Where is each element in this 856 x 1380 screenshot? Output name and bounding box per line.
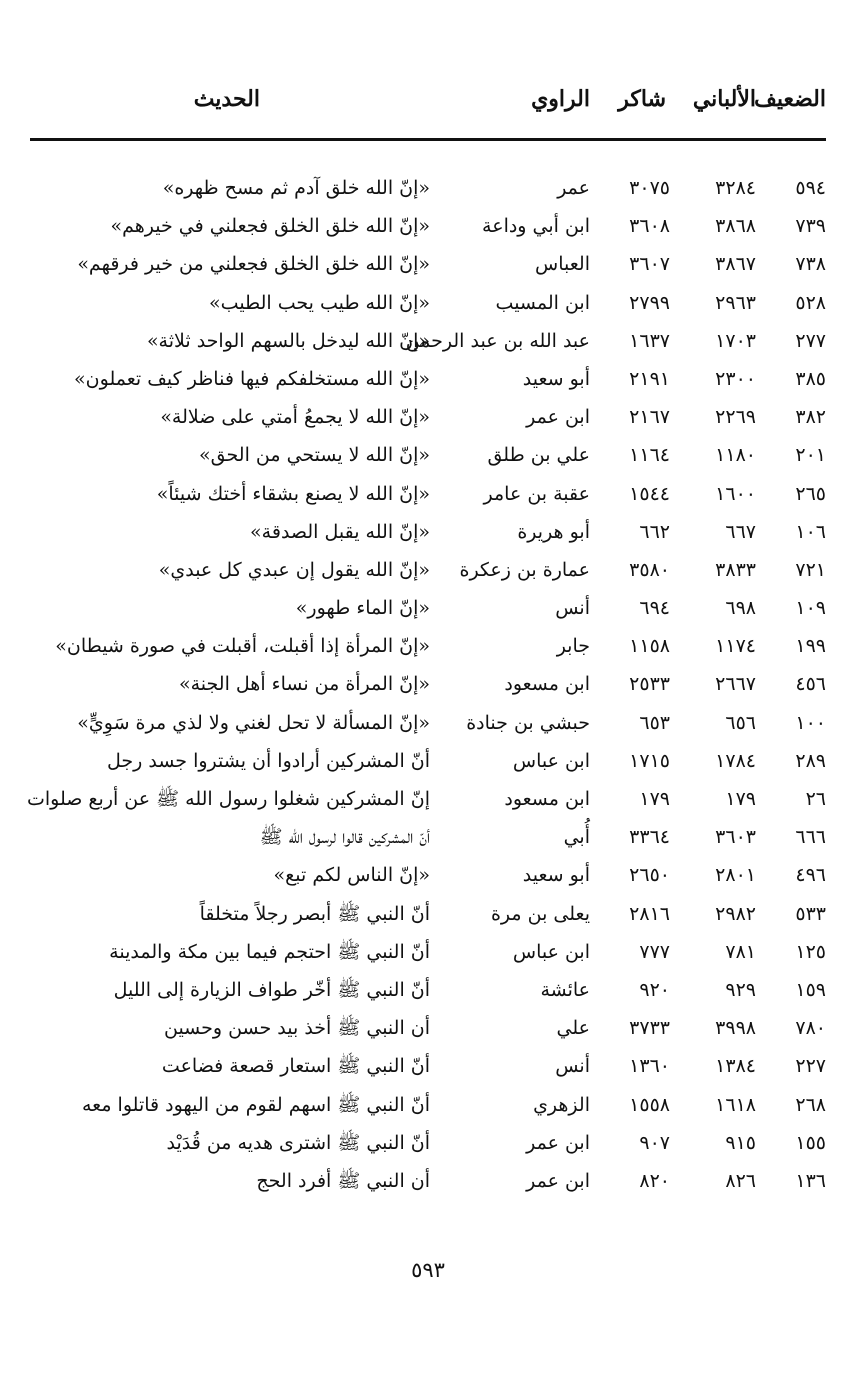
cell-hadith: «إنّ الله خلق آدم ثم مسح ظهره» — [162, 177, 430, 199]
cell-shakir: ٦٩٤ — [639, 597, 670, 620]
cell-rawi: العباس — [535, 253, 590, 276]
table-row — [0, 705, 856, 743]
cell-albani: ٣٨٦٨ — [715, 215, 756, 238]
cell-shakir: ٢١٦٧ — [629, 406, 670, 429]
cell-shakir: ٨٢٠ — [639, 1169, 670, 1192]
cell-daif: ١٥٩ — [795, 978, 826, 1001]
cell-daif: ٢٦٨ — [795, 1093, 826, 1116]
cell-rawi: أبو سعيد — [522, 367, 590, 390]
cell-shakir: ٣٦٠٨ — [629, 215, 670, 238]
cell-rawi: يعلى بن مرة — [490, 902, 590, 925]
cell-albani: ٧٨١ — [725, 940, 756, 963]
cell-hadith: «إنّ الله طيب يحب الطيب» — [209, 291, 430, 314]
cell-hadith: أنّ النبي ﷺ أخّر طواف الزيارة إلى الليل — [113, 978, 430, 1001]
cell-shakir: ٦٦٢ — [639, 520, 670, 543]
cell-hadith: «إنّ الله خلق الخلق فجعلني من خير فرقهم» — [77, 253, 430, 276]
cell-daif: ٢٨٩ — [795, 749, 826, 772]
cell-albani: ١٧٩ — [725, 788, 756, 810]
cell-daif: ١٢٥ — [795, 940, 826, 963]
cell-daif: ١٠٩ — [795, 597, 826, 620]
cell-daif: ٢٢٧ — [795, 1055, 826, 1078]
cell-rawi: ابن المسيب — [495, 291, 590, 314]
cell-hadith: أنّ النبي ﷺ أبصر رجلاً متخلقاً — [199, 902, 430, 925]
cell-hadith: «إنّ الله خلق الخلق فجعلني في خيرهم» — [110, 215, 430, 238]
cell-rawi: ابن أبي وداعة — [482, 215, 590, 238]
cell-daif: ١٣٦ — [795, 1169, 826, 1192]
table-row — [0, 208, 856, 246]
table-row — [0, 1163, 856, 1201]
cell-hadith: «إنّ المرأة إذا أقبلت، أقبلت في صورة شيطان» — [55, 635, 430, 658]
cell-daif: ٢٧٧ — [795, 329, 826, 352]
cell-shakir: ١١٦٤ — [629, 444, 670, 467]
table-row — [0, 514, 856, 552]
table-row — [0, 934, 856, 972]
cell-hadith: «إنّ الله ليدخل بالسهم الواحد ثلاثة» — [146, 329, 430, 352]
table-header — [30, 86, 826, 128]
cell-shakir: ٣٧٣٣ — [629, 1017, 670, 1040]
cell-hadith: أنّ النبي ﷺ استعار قصعة فضاعت — [161, 1055, 430, 1078]
cell-albani: ٣٨٣٣ — [715, 558, 756, 581]
table-row — [0, 590, 856, 628]
header-rawi: الراوي — [531, 86, 590, 112]
cell-daif: ٤٩٦ — [795, 864, 826, 887]
cell-albani: ٩٢٩ — [725, 978, 756, 1001]
cell-shakir: ٦٥٣ — [639, 711, 670, 734]
table-row — [0, 399, 856, 437]
table-row — [0, 896, 856, 934]
cell-hadith: «إنّ الله يقول إن عبدي كل عبدي» — [158, 558, 430, 581]
cell-hadith: أنّ النبي ﷺ احتجم فيما بين مكة والمدينة — [109, 940, 430, 963]
cell-hadith: «إنّ الله يقبل الصدقة» — [250, 520, 430, 543]
cell-shakir: ٣٥٨٠ — [629, 558, 670, 581]
cell-shakir: ٢٧٩٩ — [629, 291, 670, 314]
cell-albani: ٣٨٦٧ — [715, 253, 756, 276]
cell-rawi: أنس — [555, 597, 590, 620]
cell-shakir: ٩٢٠ — [639, 978, 670, 1001]
cell-albani: ٦٥٦ — [725, 711, 756, 734]
table-row — [0, 1048, 856, 1086]
cell-hadith: أن النبي ﷺ أفرد الحج — [256, 1169, 430, 1192]
cell-daif: ١٩٩ — [795, 635, 826, 658]
cell-daif: ٢٠١ — [795, 444, 826, 467]
cell-rawi: عبد الله بن عبد الرحمن — [405, 329, 590, 352]
cell-hadith: «إنّ الله لا يجمعُ أمتي على ضلالة» — [160, 406, 430, 429]
cell-daif: ٥٩٤ — [795, 177, 826, 199]
cell-rawi: عمارة بن زعكرة — [459, 558, 590, 581]
page-number: ٥٩٣ — [411, 1258, 445, 1282]
cell-albani: ١١٧٤ — [715, 635, 756, 658]
table-row — [0, 819, 856, 857]
cell-albani: ٨٢٦ — [725, 1169, 756, 1192]
cell-shakir: ١٧٩ — [639, 788, 670, 810]
cell-albani: ١٧٨٤ — [715, 749, 756, 772]
cell-rawi: ابن عباس — [512, 940, 590, 963]
cell-albani: ٢٢٦٩ — [715, 406, 756, 429]
cell-hadith: «إنّ الناس لكم تبع» — [273, 864, 430, 887]
table-row — [0, 285, 856, 323]
cell-daif: ٣٨٢ — [795, 406, 826, 429]
cell-shakir: ٩٠٧ — [639, 1131, 670, 1154]
cell-albani: ١٣٨٤ — [715, 1055, 756, 1078]
cell-shakir: ٢٦٥٠ — [629, 864, 670, 887]
table-row — [0, 1125, 856, 1163]
cell-hadith: «إنّ المسألة لا تحل لغني ولا لذي مرة سَوِيٍّ» — [77, 711, 430, 734]
cell-daif: ١٠٦ — [795, 520, 826, 543]
cell-shakir: ١٦٣٧ — [629, 329, 670, 352]
cell-daif: ٧٣٩ — [795, 215, 826, 238]
table-row — [0, 170, 856, 208]
cell-hadith: «إنّ الله لا يصنع بشقاء أختك شيئاً» — [156, 482, 430, 505]
cell-daif: ٧٢١ — [795, 558, 826, 581]
cell-albani: ٣٩٩٨ — [715, 1017, 756, 1040]
cell-hadith: «إنّ الله لا يستحي من الحق» — [199, 444, 430, 467]
cell-hadith: أنّ المشركين قالوا لرسول الله ﷺ — [259, 826, 430, 849]
cell-shakir: ١٥٤٤ — [629, 482, 670, 505]
cell-albani: ٢٩٨٢ — [715, 902, 756, 925]
table-row — [0, 552, 856, 590]
cell-albani: ٢٦٦٧ — [715, 673, 756, 696]
cell-daif: ٧٣٨ — [795, 253, 826, 276]
cell-albani: ٢٣٠٠ — [715, 367, 756, 390]
cell-albani: ١١٨٠ — [715, 444, 756, 467]
table-row — [0, 628, 856, 666]
cell-daif: ٣٨٥ — [795, 367, 826, 390]
cell-hadith: «إنّ المرأة من نساء أهل الجنة» — [179, 673, 430, 696]
cell-shakir: ٢١٩١ — [629, 367, 670, 390]
table-row — [0, 781, 856, 819]
cell-rawi: ابن عمر — [526, 1131, 590, 1154]
cell-albani: ٣٢٨٤ — [715, 177, 756, 199]
cell-rawi: ابن عمر — [526, 406, 590, 429]
cell-shakir: ١٧١٥ — [629, 749, 670, 772]
cell-hadith: «إنّ الماء طهور» — [295, 597, 430, 620]
cell-daif: ٢٦٥ — [795, 482, 826, 505]
cell-rawi: عمر — [557, 177, 590, 199]
cell-shakir: ١٥٥٨ — [629, 1093, 670, 1116]
cell-hadith: أنّ النبي ﷺ اسهم لقوم من اليهود قاتلوا معه — [81, 1093, 430, 1116]
cell-daif: ٢٦ — [805, 788, 826, 810]
cell-hadith: «إنّ الله مستخلفكم فيها فناظر كيف تعملون» — [74, 367, 430, 390]
cell-shakir: ٣٣٦٤ — [629, 826, 670, 849]
cell-rawi: ابن عباس — [512, 749, 590, 772]
cell-albani: ٢٩٦٣ — [715, 291, 756, 314]
table-row — [0, 1010, 856, 1048]
cell-daif: ١٥٥ — [795, 1131, 826, 1154]
cell-rawi: علي بن طلق — [487, 444, 590, 467]
cell-rawi: جابر — [556, 635, 590, 658]
table-row — [0, 246, 856, 284]
cell-albani: ٣٦٠٣ — [715, 826, 756, 849]
cell-albani: ١٦١٨ — [715, 1093, 756, 1116]
cell-daif: ٧٨٠ — [795, 1017, 826, 1040]
cell-rawi: علي — [556, 1017, 590, 1040]
header-daif: الضعيف — [754, 86, 826, 112]
header-hadith: الحديث — [193, 86, 260, 112]
cell-shakir: ٢٨١٦ — [629, 902, 670, 925]
cell-shakir: ٣٠٧٥ — [629, 177, 670, 199]
cell-rawi: ابن مسعود — [504, 788, 590, 810]
table-row — [0, 1087, 856, 1125]
cell-hadith: أنّ النبي ﷺ اشترى هديه من قُدَيْد — [166, 1131, 430, 1154]
cell-daif: ٥٣٣ — [795, 902, 826, 925]
cell-rawi: ابن مسعود — [504, 673, 590, 696]
cell-shakir: ٢٥٣٣ — [629, 673, 670, 696]
cell-daif: ٦٦٦ — [795, 826, 826, 849]
cell-shakir: ٧٧٧ — [639, 940, 670, 963]
cell-rawi: ابن عمر — [526, 1169, 590, 1192]
cell-rawi: أُبي — [563, 826, 590, 849]
table-row — [0, 323, 856, 361]
cell-daif: ١٠٠ — [795, 711, 826, 734]
cell-albani: ٦٦٧ — [725, 520, 756, 543]
cell-shakir: ٣٦٠٧ — [629, 253, 670, 276]
cell-albani: ١٧٠٣ — [715, 329, 756, 352]
cell-hadith: أنّ المشركين أرادوا أن يشتروا جسد رجل — [107, 749, 430, 772]
header-shakir: شاكر — [618, 86, 666, 112]
cell-rawi: عائشة — [540, 978, 590, 1001]
cell-rawi: حبشي بن جنادة — [466, 711, 590, 734]
header-divider — [30, 138, 826, 141]
cell-hadith: إنّ المشركين شغلوا رسول الله ﷺ عن أربع صلوات — [26, 788, 430, 810]
header-albani: الألباني — [692, 86, 756, 112]
table-row — [0, 743, 856, 781]
table-row — [0, 361, 856, 399]
table-row — [0, 857, 856, 895]
cell-rawi: أبو سعيد — [522, 864, 590, 887]
table-row — [0, 476, 856, 514]
cell-rawi: أبو هريرة — [517, 520, 590, 543]
table-row — [0, 666, 856, 704]
cell-rawi: أنس — [555, 1055, 590, 1078]
cell-shakir: ١١٥٨ — [629, 635, 670, 658]
table-body — [0, 170, 856, 1201]
cell-rawi: الزهري — [533, 1093, 590, 1116]
table-row — [0, 972, 856, 1010]
cell-albani: ٦٩٨ — [725, 597, 756, 620]
cell-rawi: عقبة بن عامر — [483, 482, 590, 505]
cell-daif: ٥٢٨ — [795, 291, 826, 314]
cell-hadith: أن النبي ﷺ أخذ بيد حسن وحسين — [163, 1017, 430, 1040]
cell-albani: ١٦٠٠ — [715, 482, 756, 505]
cell-albani: ٢٨٠١ — [715, 864, 756, 887]
cell-albani: ٩١٥ — [725, 1131, 756, 1154]
table-row — [0, 437, 856, 475]
cell-shakir: ١٣٦٠ — [629, 1055, 670, 1078]
cell-daif: ٤٥٦ — [795, 673, 826, 696]
